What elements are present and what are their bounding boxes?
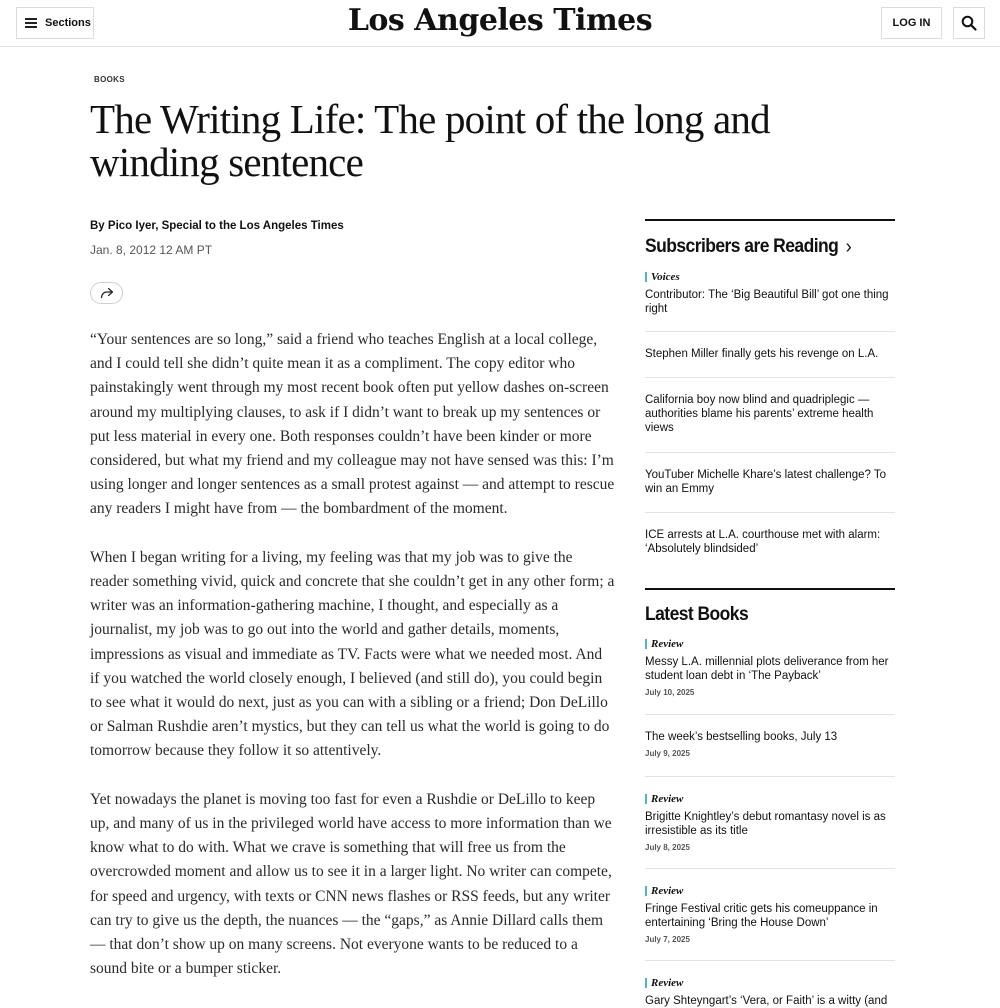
article-paragraph: Yet nowadays the planet is moving too fast for even a Rushdie or DeLillo to keep up, and many of us in the privileged world have access to more information than we know what to do with. What we crave is something that will free us from the overcrowded moment and allow us to see it in a larger light. No writer can compete, for speed and urgency, with texts or CNN news flashes or RSS feeds, but any writer can try to give us the depth, the nuances — the “gaps,” as Annie Dillard calls them — that don’t show up on many screens. Not everyone wants to be reduced to a sound bite or a bumper sticker. (90, 790, 612, 978)
item-headline[interactable]: ICE arrests at L.A. courthouse met with alarm: ‘Absolutely blindsided’ (645, 529, 881, 555)
item-headline[interactable]: YouTuber Michelle Khare’s latest challenge? To win an Emmy (645, 469, 887, 495)
site-header (0, 0, 1000, 47)
login-button[interactable]: LOG IN (881, 7, 942, 39)
site-logo[interactable]: Los Angeles Times (347, 3, 653, 38)
list-item[interactable] (645, 777, 895, 869)
item-label-text: Review (651, 638, 684, 650)
article-body (90, 328, 615, 1006)
item-label (645, 637, 895, 651)
label-accent-bar (645, 886, 647, 896)
article-paragraph: When I began writing for a living, my feeling was that my job was to give the reader something vivid, quick and concrete that she couldn’t get in any other form; a writer was an information-gathering machine, I thought, and especially as a journalist, my job was to go out into the world and gather details, moments, impressions as visual and immediate as TV. Facts were what we needed most. And if you watched the world closely enough, I believed (and still do), you could begin to see what it would do next, just as you can with a sibling or a friend; Don DeLillo or Salman Rushdie aren’t mystics, but they can tell us what the world is going to do tomorrow because they follow it so attentively. (90, 548, 615, 760)
sections-label: Sections (45, 17, 91, 29)
share-icon (100, 287, 114, 299)
section-rule (645, 219, 895, 221)
label-accent-bar (645, 978, 647, 988)
list-item[interactable] (645, 332, 895, 378)
item-headline[interactable]: Gary Shteyngart’s ‘Vera, or Faith’ is a witty (and (645, 995, 888, 1007)
latest-books-title: Latest Books (645, 604, 749, 625)
share-button[interactable] (90, 282, 123, 304)
search-icon (961, 15, 977, 31)
list-item[interactable] (645, 715, 895, 777)
item-headline[interactable]: The week’s bestselling books, July 13 (645, 731, 838, 743)
list-item[interactable] (645, 513, 895, 588)
section-kicker[interactable]: BOOKS (94, 75, 125, 84)
item-headline[interactable]: Messy L.A. millennial plots deliverance from her student loan debt in ‘The Payback’ (645, 656, 889, 682)
item-label-text: Review (651, 977, 684, 989)
list-item[interactable] (645, 637, 895, 715)
article-paragraph: “Your sentences are so long,” said a friend who teaches English at a local college, and I could tell she didn’t quite mean it as a compliment. The copy editor who painstakingly went through my most recent book often put yellow dashes on-screen around my multiplying clauses, to ask if I didn’t want to break up my sentences or put less material in every one. Both responses couldn’t have been kinder or more considered, but what my friend and my colleague may not have sensed was this: I’m using longer and longer sentences as a small protest against — and attempt to rescue any readers I might have from — the bombardment of the moment. (90, 331, 615, 518)
item-label (645, 976, 895, 990)
item-headline[interactable]: California boy now blind and quadriplegic — authorities blame his parents’ extreme health views (645, 394, 874, 434)
item-date: July 8, 2025 (645, 843, 690, 852)
item-label (645, 884, 895, 898)
sidebar (645, 219, 895, 1007)
subscribers-reading-title: Subscribers are Reading (645, 236, 839, 257)
label-accent-bar (645, 794, 647, 804)
item-label-text: Voices (651, 271, 680, 283)
list-item[interactable] (645, 869, 895, 961)
list-item[interactable] (645, 453, 895, 513)
item-date: July 9, 2025 (645, 749, 690, 758)
section-rule (645, 588, 895, 590)
byline: By Pico Iyer, Special to the Los Angeles Times (90, 220, 344, 232)
label-accent-bar (645, 272, 647, 282)
chevron-right-icon: › (845, 235, 852, 258)
item-headline[interactable]: Contributor: The ‘Big Beautiful Bill’ got one thing right (645, 289, 889, 315)
list-item[interactable] (645, 378, 895, 453)
article-title: The Writing Life: The point of the long and winding sentence (90, 96, 770, 185)
publish-date: Jan. 8, 2012 12 AM PT (90, 243, 213, 257)
item-headline[interactable]: Brigitte Knightley’s debut romantasy novel is as irresistible as its title (645, 811, 886, 837)
item-headline[interactable]: Stephen Miller finally gets his revenge on L.A. (645, 348, 879, 360)
item-label (645, 792, 895, 806)
item-date: July 10, 2025 (645, 688, 695, 697)
subscribers-reading-heading[interactable] (645, 235, 875, 259)
latest-books-heading[interactable] (645, 603, 875, 627)
list-item[interactable] (645, 961, 895, 1007)
item-headline[interactable]: Fringe Festival critic gets his comeuppance in entertaining ‘Bring the House Down’ (645, 903, 878, 929)
item-label (645, 270, 895, 284)
label-accent-bar (645, 639, 647, 649)
item-label-text: Review (651, 885, 684, 897)
item-label-text: Review (651, 793, 684, 805)
item-date: July 7, 2025 (645, 935, 690, 944)
search-button[interactable] (953, 7, 985, 39)
list-item[interactable] (645, 270, 895, 332)
